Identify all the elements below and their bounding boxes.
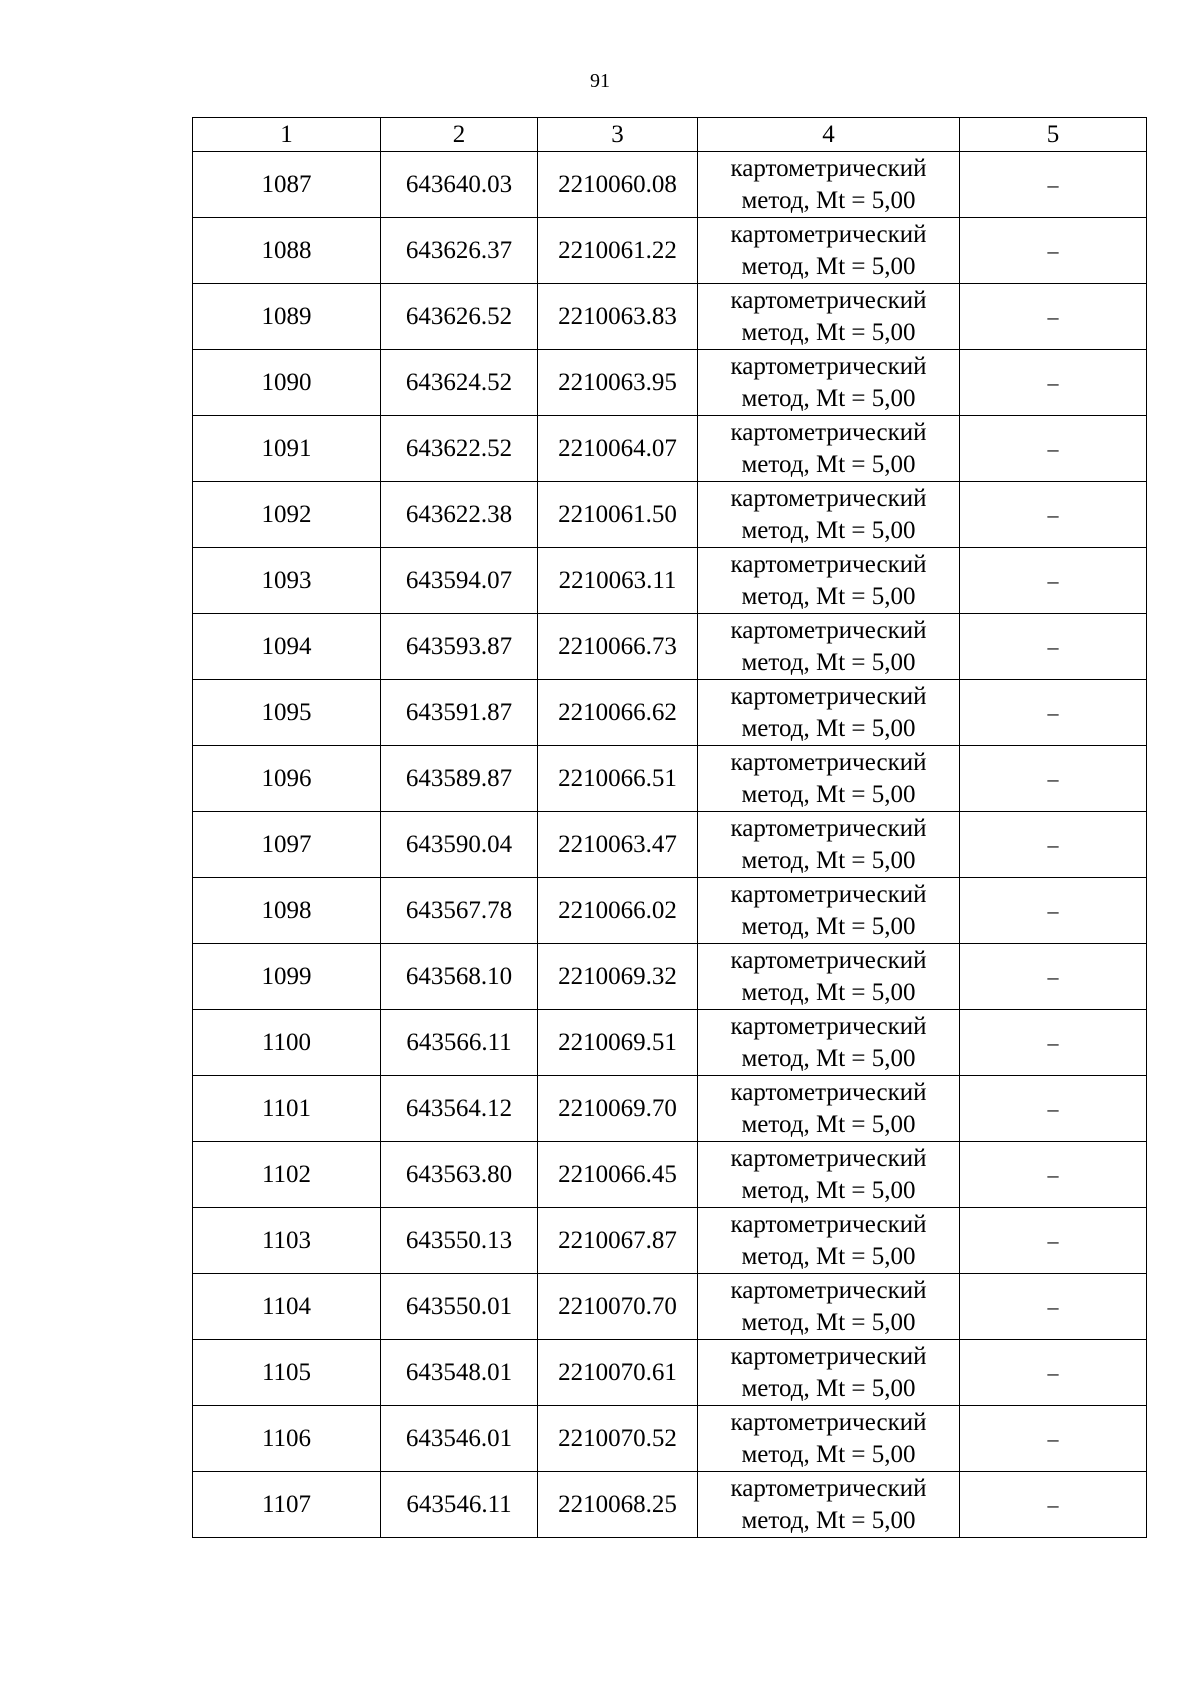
table-row (193, 812, 1147, 878)
page-number: 91 (590, 70, 610, 92)
method-cell (698, 746, 960, 812)
coord-y-cell: 2210064.07 (538, 416, 698, 482)
method-line-2: метод, Mt = 5,00 (741, 1176, 916, 1204)
method-cell (698, 680, 960, 746)
method-line-2: метод, Mt = 5,00 (741, 714, 916, 742)
coord-x-cell: 643548.01 (381, 1340, 538, 1406)
coord-x-cell: 643546.01 (381, 1406, 538, 1472)
point-number-cell: 1094 (193, 614, 381, 680)
method-line-1: картометрический (730, 484, 927, 512)
method-line-2: метод, Mt = 5,00 (741, 450, 916, 478)
method-line-2: метод, Mt = 5,00 (741, 318, 916, 346)
note-cell: – (960, 416, 1147, 482)
coord-x-cell: 643622.38 (381, 482, 538, 548)
method-line-1: картометрический (730, 418, 927, 446)
note-cell: – (960, 1142, 1147, 1208)
note-cell: – (960, 1076, 1147, 1142)
method-cell (698, 1010, 960, 1076)
note-cell: – (960, 1472, 1147, 1538)
coord-x-cell: 643567.78 (381, 878, 538, 944)
method-line-1: картометрический (730, 154, 927, 182)
coord-x-cell: 643626.52 (381, 284, 538, 350)
coord-x-cell: 643590.04 (381, 812, 538, 878)
note-cell: – (960, 284, 1147, 350)
table-row (193, 680, 1147, 746)
coord-x-cell: 643624.52 (381, 350, 538, 416)
table-row (193, 1208, 1147, 1274)
point-number-cell: 1095 (193, 680, 381, 746)
method-line-2: метод, Mt = 5,00 (741, 1242, 916, 1270)
method-line-1: картометрический (730, 1474, 927, 1502)
coord-x-cell: 643564.12 (381, 1076, 538, 1142)
point-number-cell: 1103 (193, 1208, 381, 1274)
note-cell: – (960, 548, 1147, 614)
table-row (193, 1340, 1147, 1406)
table-row (193, 878, 1147, 944)
method-cell (698, 1208, 960, 1274)
note-cell: – (960, 1010, 1147, 1076)
note-cell: – (960, 218, 1147, 284)
method-cell (698, 944, 960, 1010)
point-number-cell: 1097 (193, 812, 381, 878)
coord-y-cell: 2210063.83 (538, 284, 698, 350)
coord-y-cell: 2210069.70 (538, 1076, 698, 1142)
table-row (193, 1274, 1147, 1340)
method-cell (698, 548, 960, 614)
method-cell (698, 1076, 960, 1142)
table-row (193, 548, 1147, 614)
method-line-2: метод, Mt = 5,00 (741, 516, 916, 544)
method-cell (698, 614, 960, 680)
method-line-2: метод, Mt = 5,00 (741, 1044, 916, 1072)
point-number-cell: 1089 (193, 284, 381, 350)
method-line-1: картометрический (730, 286, 927, 314)
point-number-cell: 1105 (193, 1340, 381, 1406)
method-line-1: картометрический (730, 616, 927, 644)
note-cell: – (960, 944, 1147, 1010)
point-number-cell: 1091 (193, 416, 381, 482)
table-row (193, 482, 1147, 548)
coord-x-cell: 643591.87 (381, 680, 538, 746)
note-cell: – (960, 152, 1147, 218)
method-line-2: метод, Mt = 5,00 (741, 1374, 916, 1402)
method-line-1: картометрический (730, 946, 927, 974)
coord-y-cell: 2210070.52 (538, 1406, 698, 1472)
method-line-1: картометрический (730, 1276, 927, 1304)
note-cell: – (960, 1274, 1147, 1340)
header-col-5: 5 (960, 118, 1147, 152)
coord-x-cell: 643594.07 (381, 548, 538, 614)
header-col-1: 1 (193, 118, 381, 152)
note-cell: – (960, 482, 1147, 548)
method-line-2: метод, Mt = 5,00 (741, 384, 916, 412)
method-line-2: метод, Mt = 5,00 (741, 1308, 916, 1336)
coord-y-cell: 2210060.08 (538, 152, 698, 218)
coord-y-cell: 2210061.50 (538, 482, 698, 548)
method-cell (698, 1142, 960, 1208)
point-number-cell: 1092 (193, 482, 381, 548)
coord-y-cell: 2210063.11 (538, 548, 698, 614)
note-cell: – (960, 746, 1147, 812)
coord-y-cell: 2210066.02 (538, 878, 698, 944)
point-number-cell: 1098 (193, 878, 381, 944)
method-line-2: метод, Mt = 5,00 (741, 912, 916, 940)
method-line-1: картометрический (730, 220, 927, 248)
table-row (193, 284, 1147, 350)
coord-y-cell: 2210063.47 (538, 812, 698, 878)
table-row (193, 416, 1147, 482)
header-col-2: 2 (381, 118, 538, 152)
point-number-cell: 1088 (193, 218, 381, 284)
coord-y-cell: 2210066.45 (538, 1142, 698, 1208)
coord-y-cell: 2210063.95 (538, 350, 698, 416)
table-row (193, 1142, 1147, 1208)
method-line-2: метод, Mt = 5,00 (741, 846, 916, 874)
table-row (193, 944, 1147, 1010)
point-number-cell: 1104 (193, 1274, 381, 1340)
method-cell (698, 218, 960, 284)
point-number-cell: 1090 (193, 350, 381, 416)
method-line-1: картометрический (730, 748, 927, 776)
note-cell: – (960, 812, 1147, 878)
method-line-1: картометрический (730, 1144, 927, 1172)
coordinates-table (192, 117, 1147, 1538)
method-cell (698, 878, 960, 944)
coord-x-cell: 643626.37 (381, 218, 538, 284)
method-cell (698, 416, 960, 482)
note-cell: – (960, 878, 1147, 944)
note-cell: – (960, 614, 1147, 680)
coord-x-cell: 643546.11 (381, 1472, 538, 1538)
method-line-2: метод, Mt = 5,00 (741, 978, 916, 1006)
coord-y-cell: 2210067.87 (538, 1208, 698, 1274)
method-line-1: картометрический (730, 682, 927, 710)
coord-x-cell: 643622.52 (381, 416, 538, 482)
method-line-2: метод, Mt = 5,00 (741, 648, 916, 676)
note-cell: – (960, 680, 1147, 746)
method-line-1: картометрический (730, 352, 927, 380)
note-cell: – (960, 1340, 1147, 1406)
note-cell: – (960, 1406, 1147, 1472)
coord-y-cell: 2210069.51 (538, 1010, 698, 1076)
note-cell: – (960, 350, 1147, 416)
method-line-2: метод, Mt = 5,00 (741, 780, 916, 808)
method-cell (698, 1472, 960, 1538)
method-line-1: картометрический (730, 1408, 927, 1436)
point-number-cell: 1087 (193, 152, 381, 218)
method-line-1: картометрический (730, 550, 927, 578)
coord-y-cell: 2210069.32 (538, 944, 698, 1010)
table-row (193, 218, 1147, 284)
coord-y-cell: 2210066.62 (538, 680, 698, 746)
method-line-1: картометрический (730, 880, 927, 908)
header-row (193, 118, 1147, 152)
table-header (193, 118, 1147, 152)
point-number-cell: 1099 (193, 944, 381, 1010)
coord-x-cell: 643589.87 (381, 746, 538, 812)
table-row (193, 1010, 1147, 1076)
point-number-cell: 1107 (193, 1472, 381, 1538)
method-line-2: метод, Mt = 5,00 (741, 252, 916, 280)
point-number-cell: 1101 (193, 1076, 381, 1142)
method-line-2: метод, Mt = 5,00 (741, 186, 916, 214)
coord-x-cell: 643566.11 (381, 1010, 538, 1076)
coord-x-cell: 643593.87 (381, 614, 538, 680)
point-number-cell: 1100 (193, 1010, 381, 1076)
coord-y-cell: 2210066.73 (538, 614, 698, 680)
method-line-2: метод, Mt = 5,00 (741, 582, 916, 610)
method-cell (698, 482, 960, 548)
point-number-cell: 1102 (193, 1142, 381, 1208)
header-col-4: 4 (698, 118, 960, 152)
method-cell (698, 1340, 960, 1406)
method-line-1: картометрический (730, 1012, 927, 1040)
method-cell (698, 350, 960, 416)
coord-y-cell: 2210068.25 (538, 1472, 698, 1538)
coord-y-cell: 2210070.61 (538, 1340, 698, 1406)
coord-x-cell: 643568.10 (381, 944, 538, 1010)
method-cell (698, 152, 960, 218)
table-row (193, 350, 1147, 416)
method-cell (698, 1274, 960, 1340)
coord-x-cell: 643563.80 (381, 1142, 538, 1208)
coord-x-cell: 643640.03 (381, 152, 538, 218)
coord-y-cell: 2210061.22 (538, 218, 698, 284)
method-cell (698, 284, 960, 350)
method-line-1: картометрический (730, 1078, 927, 1106)
method-line-2: метод, Mt = 5,00 (741, 1506, 916, 1534)
point-number-cell: 1106 (193, 1406, 381, 1472)
coord-y-cell: 2210066.51 (538, 746, 698, 812)
method-line-2: метод, Mt = 5,00 (741, 1110, 916, 1138)
table-row (193, 1406, 1147, 1472)
coord-x-cell: 643550.01 (381, 1274, 538, 1340)
table-row (193, 1472, 1147, 1538)
method-cell (698, 812, 960, 878)
table-row (193, 614, 1147, 680)
coord-y-cell: 2210070.70 (538, 1274, 698, 1340)
method-cell (698, 1406, 960, 1472)
method-line-1: картометрический (730, 814, 927, 842)
header-col-3: 3 (538, 118, 698, 152)
method-line-2: метод, Mt = 5,00 (741, 1440, 916, 1468)
point-number-cell: 1093 (193, 548, 381, 614)
method-line-1: картометрический (730, 1210, 927, 1238)
table-row (193, 152, 1147, 218)
method-line-1: картометрический (730, 1342, 927, 1370)
table-row (193, 1076, 1147, 1142)
table-row (193, 746, 1147, 812)
coord-x-cell: 643550.13 (381, 1208, 538, 1274)
point-number-cell: 1096 (193, 746, 381, 812)
table-body (193, 152, 1147, 1538)
note-cell: – (960, 1208, 1147, 1274)
